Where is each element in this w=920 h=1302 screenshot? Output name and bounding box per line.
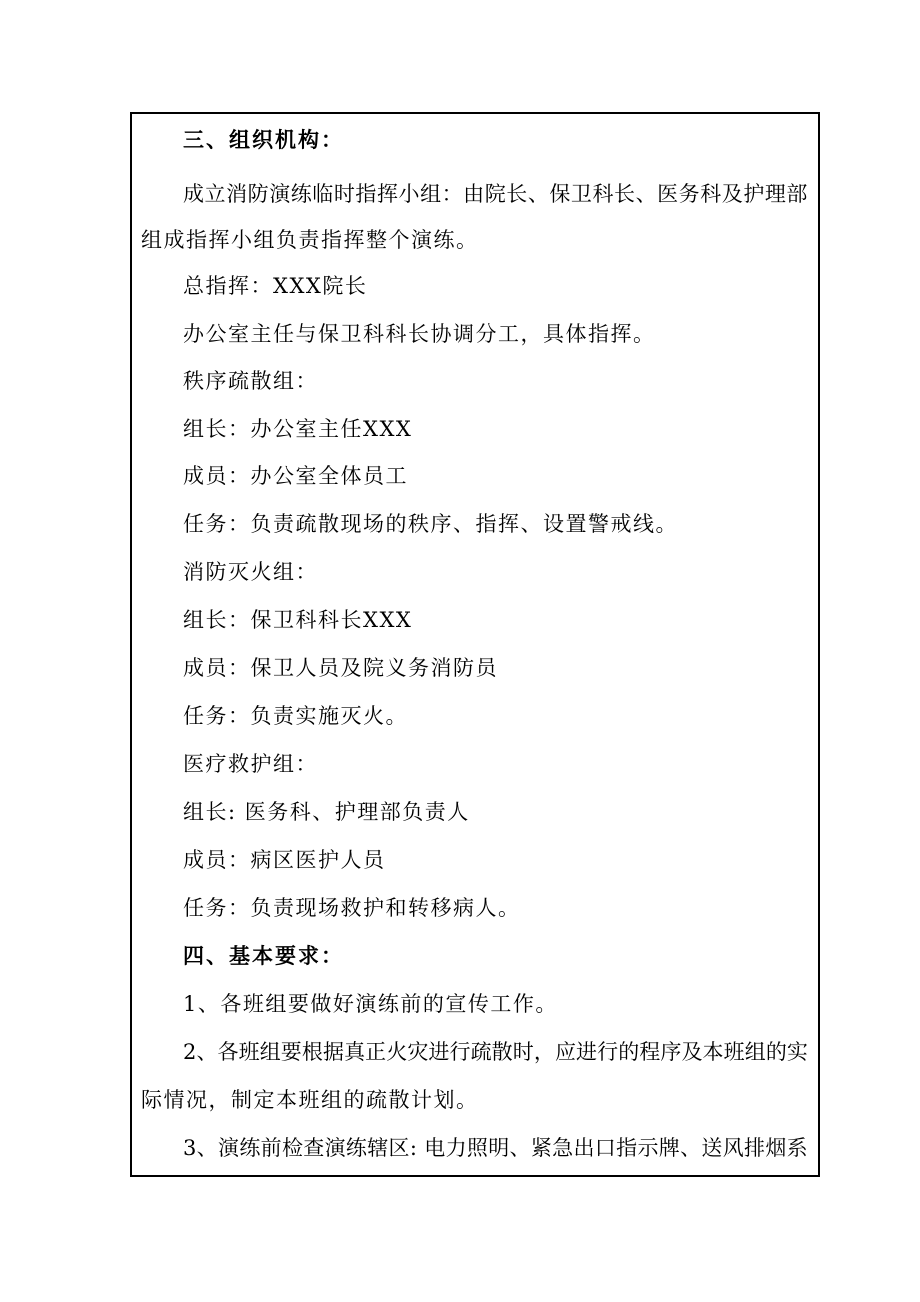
group-task: 任务：负责疏散现场的秩序、指挥、设置警戒线。 — [183, 512, 678, 536]
group-members: 成员：保卫人员及院义务消防员 — [183, 656, 498, 680]
section3-heading: 三、组织机构： — [183, 127, 344, 152]
section4-item2-line1: 2、各班组要根据真正火灾进行疏散时，应进行的程序及本班组的实 — [183, 1040, 808, 1064]
section4-heading: 四、基本要求： — [183, 943, 344, 968]
section4-item1: 1、各班组要做好演练前的宣传工作。 — [183, 992, 558, 1016]
group-leader: 组长：办公室主任XXX — [183, 417, 413, 441]
group-name: 医疗救护组： — [183, 752, 318, 776]
commander-line: 总指挥：XXX院长 — [183, 274, 368, 298]
group-task: 任务：负责现场救护和转移病人。 — [183, 896, 521, 920]
group-name: 消防灭火组： — [183, 560, 318, 584]
group-task: 任务：负责实施灭火。 — [183, 704, 408, 728]
group-leader: 组长：保卫科科长XXX — [183, 608, 413, 632]
group-members: 成员：办公室全体员工 — [183, 464, 408, 488]
section4-item2-line2: 际情况，制定本班组的疏散计划。 — [141, 1088, 479, 1112]
document-frame — [130, 112, 820, 1177]
section4-item3-line1: 3、演练前检查演练辖区: 电力照明、紧急出口指示牌、送风排烟系 — [183, 1136, 808, 1160]
section3-intro-line1: 成立消防演练临时指挥小组：由院长、保卫科长、医务科及护理部 — [183, 182, 808, 206]
group-leader: 组长: 医务科、护理部负责人 — [183, 800, 470, 824]
group-members: 成员：病区医护人员 — [183, 848, 386, 872]
group-name: 秩序疏散组： — [183, 369, 318, 393]
section3-intro-line2: 组成指挥小组负责指挥整个演练。 — [141, 228, 479, 252]
coordination-line: 办公室主任与保卫科科长协调分工，具体指挥。 — [183, 322, 656, 346]
